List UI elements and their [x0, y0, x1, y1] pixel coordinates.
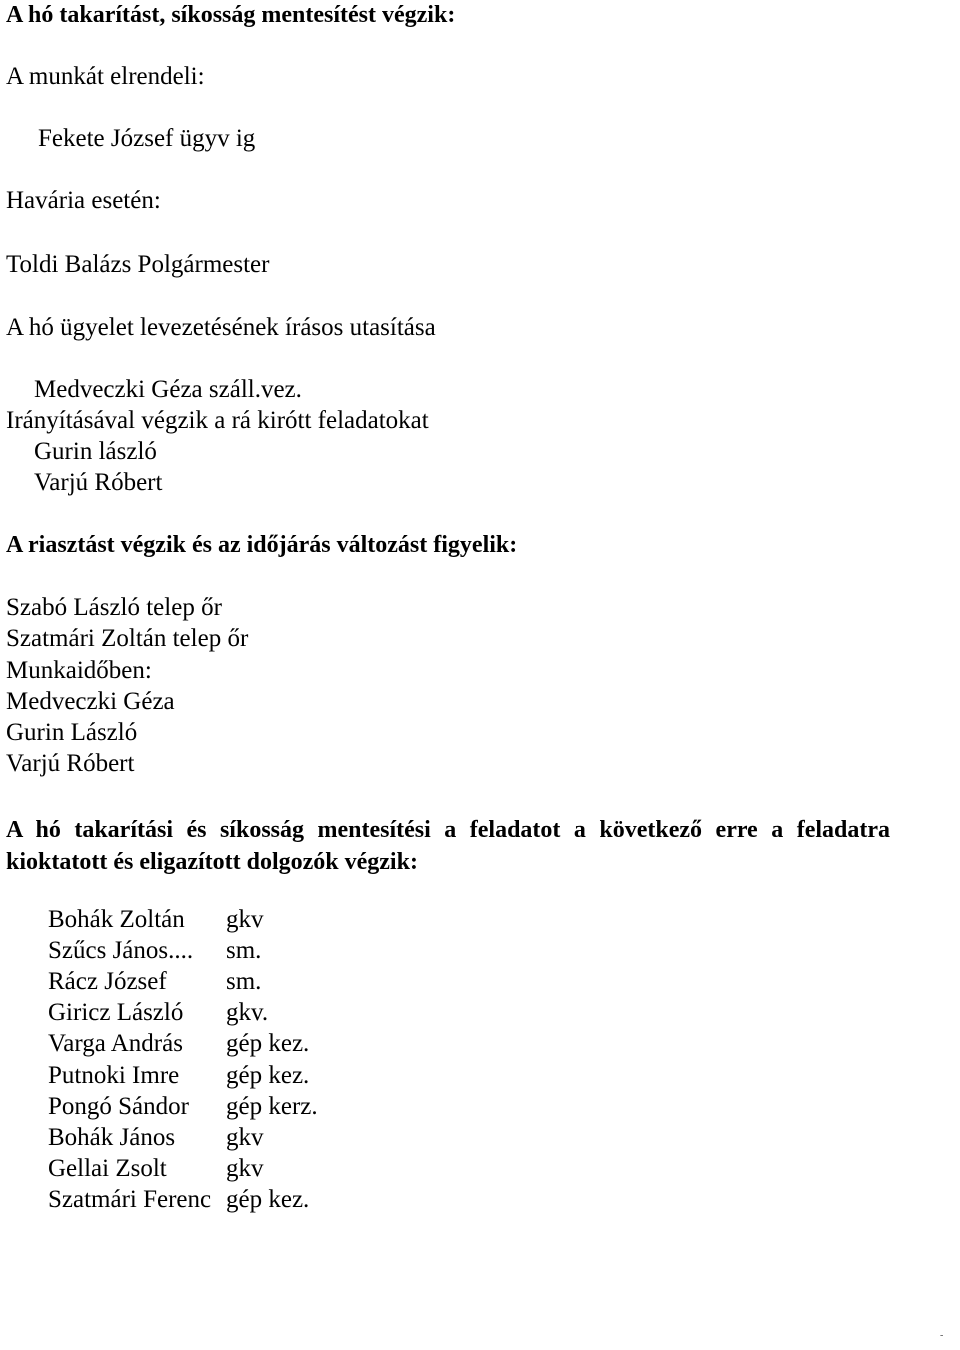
heading-crew: A hó takarítási és síkosság mentesítési a feladatot a következő erre a feladatra kioktatott és eligazított dolgozók végzik:: [6, 817, 890, 875]
crew-row: [48, 1029, 318, 1060]
crew-row: [48, 1091, 318, 1122]
heading-snow-cleaning: A hó takarítást, síkosság mentesítést végzik:: [6, 2, 456, 28]
alarm-member: Szabó László telep őr: [6, 594, 222, 621]
crew-row: [48, 1060, 318, 1091]
crew-role: gkv: [226, 1155, 264, 1183]
crew-row: [48, 1185, 318, 1216]
crew-name: Rácz József: [48, 967, 167, 995]
crew-row: [48, 904, 318, 935]
emergency-label: Havária esetén:: [6, 187, 161, 214]
alarm-member: Szatmári Zoltán telep őr: [6, 625, 249, 652]
crew-row: [48, 1154, 318, 1185]
alarm-working-hours-label: Munkaidőben:: [6, 657, 152, 684]
crew-name: Gellai Zsolt: [48, 1155, 167, 1183]
alarm-member: Gurin László: [6, 719, 138, 746]
crew-name: Giricz László: [48, 999, 184, 1027]
crew-row: [48, 1122, 318, 1153]
crew-name: Pongó Sándor: [48, 1092, 189, 1120]
deputy-person: Medveczki Géza száll.vez.: [34, 376, 302, 403]
crew-name: Szűcs János....: [48, 936, 194, 964]
orders-label: A munkát elrendeli:: [6, 63, 205, 90]
alarm-member: Varjú Róbert: [6, 750, 135, 777]
crew-name: Varga András: [48, 1030, 183, 1058]
direction-member: Varjú Róbert: [34, 469, 163, 496]
crew-role: gkv.: [226, 999, 269, 1027]
crew-role: gép kez.: [226, 1061, 310, 1089]
crew-role: gép kez.: [226, 1186, 310, 1214]
scan-mark: -: [940, 1330, 944, 1341]
crew-name: Szatmári Ferenc: [48, 1186, 212, 1214]
crew-name: Bohák Zoltán: [48, 905, 185, 933]
written-instruction-label: A hó ügyelet levezetésének írásos utasítása: [6, 314, 436, 341]
orders-person: Fekete József ügyv ig: [38, 125, 256, 152]
heading-alarm: A riasztást végzik és az időjárás változást figyelik:: [6, 532, 518, 558]
crew-role: gkv: [226, 1123, 264, 1151]
crew-row: [48, 966, 318, 997]
crew-role: sm.: [226, 936, 262, 964]
emergency-person: Toldi Balázs Polgármester: [6, 251, 270, 278]
crew-role: gép kerz.: [226, 1092, 318, 1120]
crew-role: gép kez.: [226, 1030, 310, 1058]
direction-line: Irányításával végzik a rá kirótt feladatokat: [6, 407, 429, 434]
crew-row: [48, 935, 318, 966]
direction-member: Gurin lászló: [34, 438, 157, 465]
crew-list: [48, 904, 318, 1216]
crew-row: [48, 998, 318, 1029]
alarm-member: Medveczki Géza: [6, 688, 175, 715]
crew-role: sm.: [226, 967, 262, 995]
crew-name: Putnoki Imre: [48, 1061, 180, 1089]
crew-role: gkv: [226, 905, 264, 933]
crew-name: Bohák János: [48, 1123, 176, 1151]
